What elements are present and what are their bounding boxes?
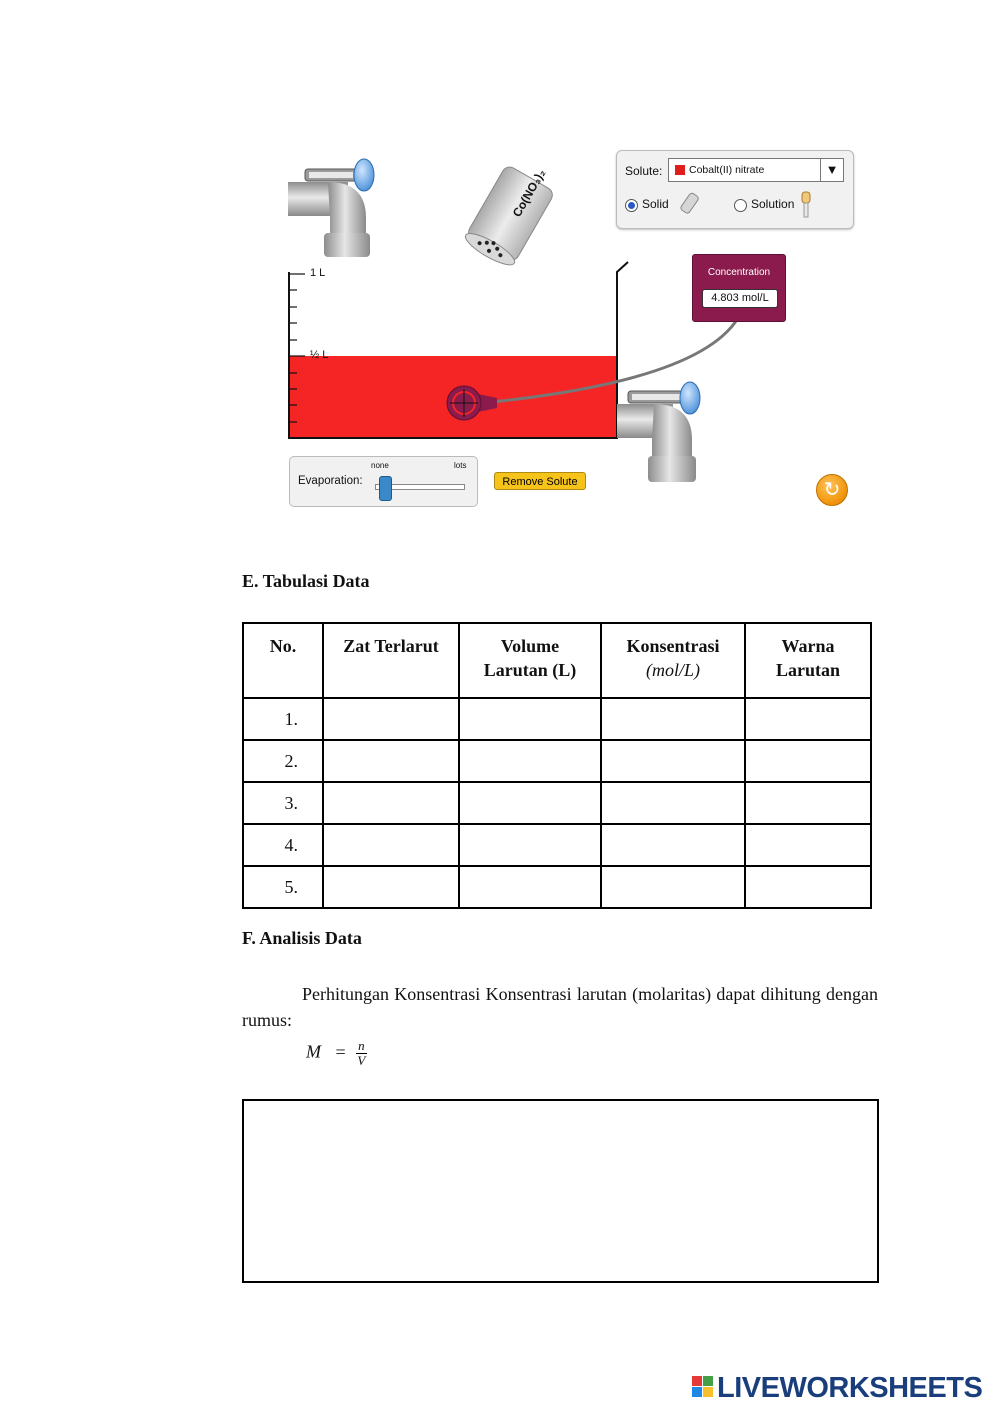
- header-color-line1: Warna: [781, 636, 835, 656]
- logo-cube: [703, 1376, 713, 1386]
- remove-solute-button[interactable]: Remove Solute: [494, 472, 586, 490]
- solid-label: Solid: [642, 197, 669, 211]
- beaker-half-label: ½ L: [310, 349, 329, 361]
- header-volume-line2: Larutan (L): [483, 660, 577, 680]
- solute-dropdown[interactable]: [668, 158, 844, 182]
- solute-panel: [616, 150, 854, 229]
- concentration-value: 4.803 mol/L: [702, 289, 778, 308]
- formula-numerator: n: [358, 1038, 365, 1053]
- mini-shaker-icon: [675, 191, 703, 217]
- logo-cube: [692, 1376, 702, 1386]
- data-table: [242, 622, 872, 909]
- answer-cell[interactable]: [459, 866, 601, 908]
- section-e-heading: E. Tabulasi Data: [242, 571, 370, 591]
- answer-cell[interactable]: [745, 698, 871, 740]
- simulation-graphics: [0, 0, 999, 540]
- evaporation-max-label: lots: [454, 461, 467, 470]
- concentration-meter[interactable]: [692, 254, 786, 322]
- answer-cell[interactable]: [745, 740, 871, 782]
- answer-cell[interactable]: [601, 824, 745, 866]
- header-volume-line1: Volume: [500, 636, 560, 656]
- header-concentration: [601, 623, 745, 698]
- answer-cell[interactable]: [745, 866, 871, 908]
- answer-cell[interactable]: [459, 782, 601, 824]
- row-number: 2.: [243, 740, 323, 782]
- header-solute: Zat Terlarut: [323, 623, 459, 698]
- logo-cube: [703, 1387, 713, 1397]
- row-number: 1.: [243, 698, 323, 740]
- answer-cell[interactable]: [601, 698, 745, 740]
- table-row: [243, 866, 871, 908]
- formula-fraction: [356, 1039, 367, 1068]
- solution-label: Solution: [751, 197, 795, 211]
- row-number: 4.: [243, 824, 323, 866]
- formula-denominator: V: [357, 1053, 366, 1068]
- reset-icon[interactable]: ↻: [816, 474, 848, 506]
- row-number: 3.: [243, 782, 323, 824]
- molarity-simulation: [0, 0, 999, 540]
- answer-cell[interactable]: [323, 740, 459, 782]
- answer-cell[interactable]: [745, 824, 871, 866]
- evaporation-slider-thumb[interactable]: [379, 476, 392, 501]
- shaker-label: Co(NO₃)₂: [509, 166, 549, 220]
- header-color-line2: Larutan: [775, 660, 840, 680]
- row-number: 5.: [243, 866, 323, 908]
- water-faucet-top[interactable]: [288, 159, 374, 257]
- answer-cell[interactable]: [459, 740, 601, 782]
- answer-cell[interactable]: [601, 782, 745, 824]
- answer-cell[interactable]: [459, 824, 601, 866]
- section-f-heading: F. Analisis Data: [242, 928, 362, 948]
- dropdown-arrow-icon[interactable]: ▼: [820, 159, 843, 181]
- liveworksheets-brand: LIVEWORKSHEETS: [717, 1372, 983, 1404]
- header-volume: [459, 623, 601, 698]
- answer-cell[interactable]: [459, 698, 601, 740]
- answer-cell[interactable]: [323, 824, 459, 866]
- answer-cell[interactable]: [323, 782, 459, 824]
- answer-cell[interactable]: [601, 740, 745, 782]
- evaporation-min-label: none: [371, 461, 389, 470]
- table-row: [243, 740, 871, 782]
- header-no: No.: [243, 623, 323, 698]
- solution-radio[interactable]: [734, 199, 747, 212]
- formula-equals: =: [335, 1041, 346, 1062]
- logo-cube: [692, 1387, 702, 1397]
- formula-lhs: M: [306, 1041, 321, 1062]
- table-row: [243, 782, 871, 824]
- table-row: [243, 698, 871, 740]
- answer-textbox[interactable]: [242, 1099, 879, 1283]
- answer-cell[interactable]: [323, 698, 459, 740]
- answer-cell[interactable]: [323, 866, 459, 908]
- header-conc-line1: Konsentrasi: [626, 636, 720, 656]
- solid-radio[interactable]: [625, 199, 638, 212]
- beaker-1l-label: 1 L: [310, 267, 326, 279]
- liveworksheets-logo-icon: [692, 1376, 714, 1398]
- analysis-paragraph: Perhitungan Konsentrasi Konsentrasi larutan (molaritas) dapat dihitung dengan rumus:: [242, 984, 878, 1030]
- drain-faucet[interactable]: [617, 382, 700, 482]
- dropper-icon: [799, 191, 813, 221]
- answer-cell[interactable]: [745, 782, 871, 824]
- solute-selected: Cobalt(II) nitrate: [689, 164, 765, 176]
- evaporation-label: Evaporation:: [298, 475, 363, 487]
- header-color: [745, 623, 871, 698]
- concentration-title: Concentration: [707, 267, 771, 278]
- table-row: [243, 824, 871, 866]
- molarity-formula: [306, 1039, 367, 1068]
- answer-cell[interactable]: [601, 866, 745, 908]
- solute-label: Solute:: [625, 164, 663, 178]
- evaporation-panel: [289, 456, 478, 507]
- header-conc-line2: (mol/L): [646, 660, 700, 680]
- solute-color-swatch: [675, 165, 685, 175]
